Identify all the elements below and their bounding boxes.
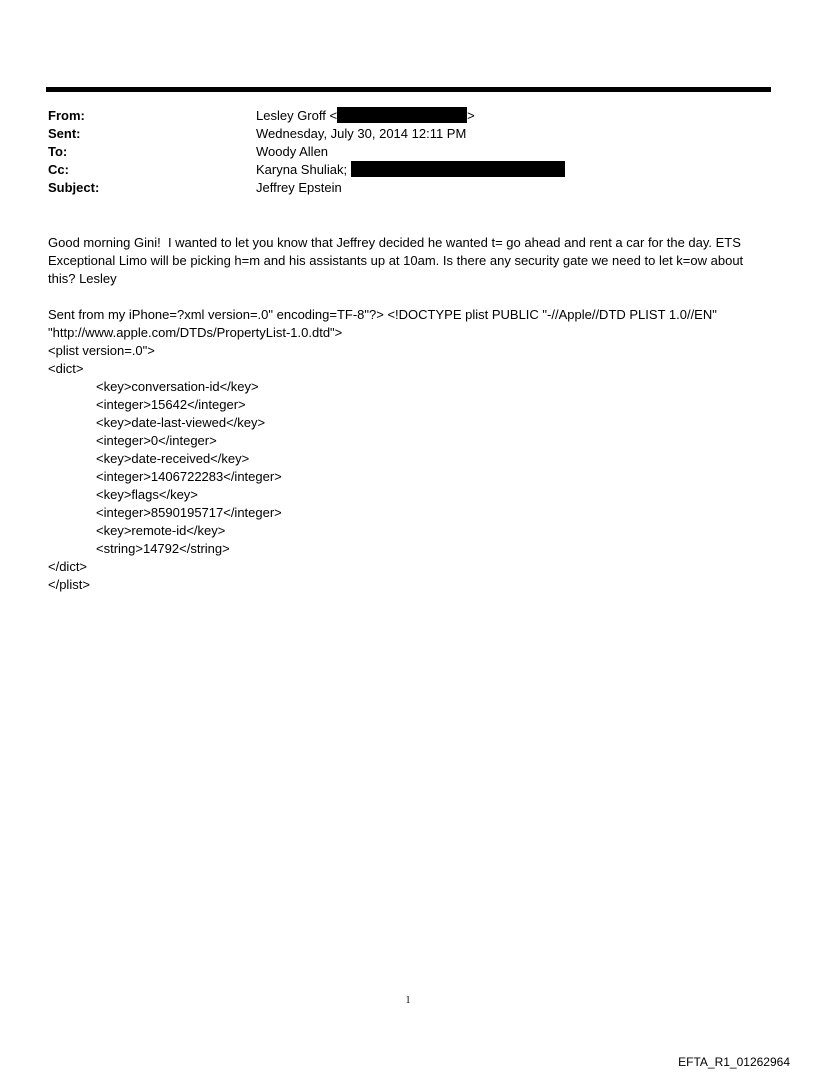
sent-row <box>48 125 768 143</box>
from-row <box>48 107 768 125</box>
cc-name: Karyna Shuliak; <box>256 162 348 177</box>
to-value: Woody Allen <box>256 144 329 159</box>
plist-line: </dict> <box>48 559 88 574</box>
plist-entry: <integer>1406722283</integer> <box>96 469 282 484</box>
plist-entry: <key>flags</key> <box>96 487 198 502</box>
cc-label: Cc: <box>48 162 69 177</box>
plist-line: Sent from my iPhone=?xml version=.0" encoding=TF-8"?> <!DOCTYPE plist PUBLIC "-//Apple//DTD PLIST 1.0//EN" <box>48 307 717 322</box>
plist-entry: <integer>8590195717</integer> <box>96 505 282 520</box>
to-row <box>48 143 768 161</box>
redaction-box <box>351 161 565 177</box>
subject-label: Subject: <box>48 180 100 195</box>
sent-label: Sent: <box>48 126 81 141</box>
cc-row <box>48 161 768 179</box>
paragraph-line: Exceptional Limo will be picking h=m and his assistants up at 10am. Is there any security gate we need to let k=ow about <box>48 253 744 268</box>
plist-line: </plist> <box>48 577 90 592</box>
paragraph-line: Good morning Gini! I wanted to let you know that Jeffrey decided he wanted t= go ahead and rent a car for the day. ETS <box>48 235 741 250</box>
sent-value: Wednesday, July 30, 2014 12:11 PM <box>256 126 467 141</box>
page-number: 1 <box>405 995 411 1006</box>
from-suffix: > <box>467 108 475 123</box>
plist-entry: <key>date-last-viewed</key> <box>96 415 266 430</box>
plist-line: <dict> <box>48 361 84 376</box>
plist-block <box>48 306 770 594</box>
plist-entry: <integer>0</integer> <box>96 433 217 448</box>
subject-row <box>48 179 768 197</box>
from-name: Lesley Groff < <box>256 108 338 123</box>
plist-line: <plist version=.0"> <box>48 343 155 358</box>
to-label: To: <box>48 144 68 159</box>
subject-value: Jeffrey Epstein <box>256 180 342 195</box>
from-value <box>256 107 475 125</box>
plist-entry: <key>date-received</key> <box>96 451 250 466</box>
redaction-box <box>337 107 467 123</box>
plist-entry: <string>14792</string> <box>96 541 230 556</box>
header-rule <box>46 87 771 92</box>
from-label: From: <box>48 108 85 123</box>
plist-line: "http://www.apple.com/DTDs/PropertyList-1.0.dtd"> <box>48 325 343 340</box>
paragraph-line: this? Lesley <box>48 271 117 286</box>
plist-entry: <key>conversation-id</key> <box>96 379 259 394</box>
message-paragraph <box>48 234 770 288</box>
cc-value <box>256 161 565 179</box>
plist-entry: <key>remote-id</key> <box>96 523 226 538</box>
plist-entry: <integer>15642</integer> <box>96 397 246 412</box>
document-id: EFTA_R1_01262964 <box>678 1055 790 1069</box>
